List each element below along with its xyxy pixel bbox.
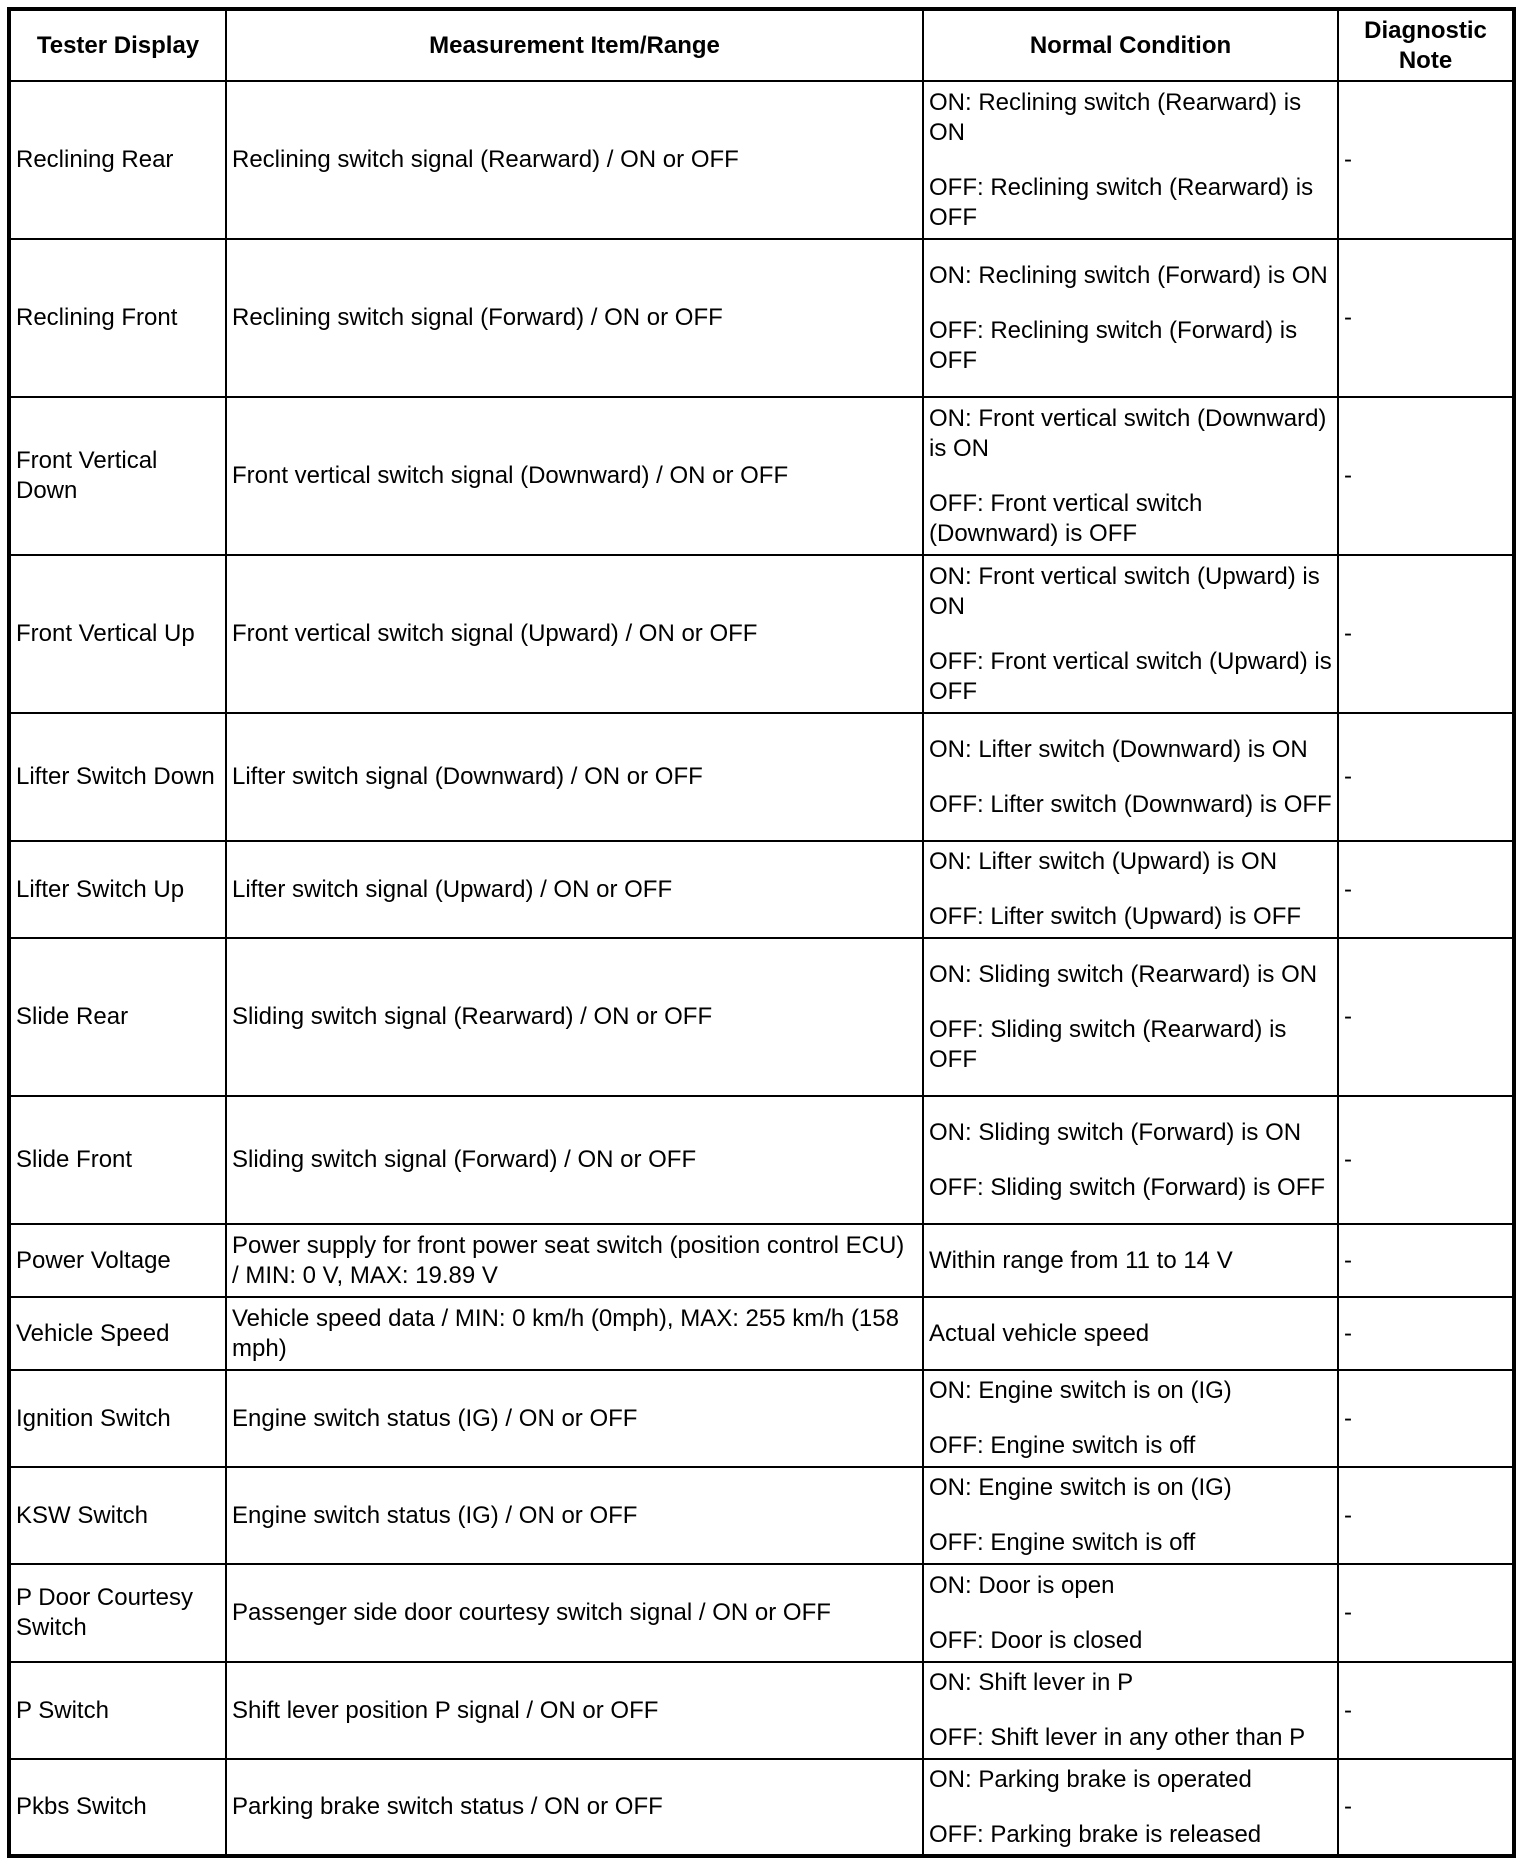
normal-condition-cell [923,1759,1338,1856]
normal-condition-cell [923,713,1338,841]
measurement-cell: Engine switch status (IG) / ON or OFF [226,1370,923,1467]
condition-on-text: ON: Front vertical switch (Downward) is ON [929,404,1327,462]
normal-condition-cell [923,938,1338,1096]
tester-display-cell: Reclining Rear [9,81,226,239]
normal-condition-cell [923,841,1338,938]
condition-off-text: OFF: Front vertical switch (Downward) is OFF [929,489,1203,547]
normal-condition-cell [923,397,1338,555]
condition-on-text: ON: Parking brake is operated [929,1765,1252,1793]
measurement-cell: Shift lever position P signal / ON or OFF [226,1662,923,1759]
tester-display-cell: Reclining Front [9,239,226,397]
table-row [9,1096,1514,1224]
measurement-cell: Lifter switch signal (Upward) / ON or OFF [226,841,923,938]
data-list-table [7,7,1516,1858]
normal-condition-cell [923,1467,1338,1564]
measurement-cell: Sliding switch signal (Rearward) / ON or OFF [226,938,923,1096]
header-normal-condition: Normal Condition [923,9,1338,81]
header-diagnostic-note: Diagnostic Note [1338,9,1514,81]
diagnostic-note-cell: - [1338,938,1514,1096]
diagnostic-note-cell: - [1338,555,1514,713]
condition-off-text: OFF: Sliding switch (Forward) is OFF [929,1173,1326,1201]
table-row [9,239,1514,397]
table-row [9,938,1514,1096]
table-row [9,841,1514,938]
condition-on-text: ON: Reclining switch (Rearward) is ON [929,88,1302,146]
condition-on-text: ON: Front vertical switch (Upward) is ON [929,562,1320,620]
table-row [9,1759,1514,1856]
table-row [9,397,1514,555]
measurement-cell: Engine switch status (IG) / ON or OFF [226,1467,923,1564]
measurement-cell: Passenger side door courtesy switch signal / ON or OFF [226,1564,923,1662]
normal-condition-cell [923,81,1338,239]
table-row [9,1564,1514,1662]
measurement-cell: Power supply for front power seat switch (position control ECU) / MIN: 0 V, MAX: 19.89 V [226,1224,923,1297]
table-row [9,1662,1514,1759]
measurement-cell: Front vertical switch signal (Downward) / ON or OFF [226,397,923,555]
condition-off-text: OFF: Parking brake is released [929,1820,1262,1848]
normal-condition-cell: Within range from 11 to 14 V [923,1224,1338,1297]
condition-off-text: OFF: Reclining switch (Rearward) is OFF [929,173,1314,231]
tester-display-cell: Slide Front [9,1096,226,1224]
condition-on-text: ON: Sliding switch (Forward) is ON [929,1118,1302,1146]
condition-on-text: ON: Lifter switch (Downward) is ON [929,735,1308,763]
diagnostic-note-cell: - [1338,1467,1514,1564]
measurement-cell: Reclining switch signal (Forward) / ON or OFF [226,239,923,397]
condition-off-text: OFF: Lifter switch (Downward) is OFF [929,790,1332,818]
tester-display-cell: Lifter Switch Down [9,713,226,841]
tester-display-cell: Front Vertical Down [9,397,226,555]
condition-on-text: ON: Shift lever in P [929,1669,1134,1696]
normal-condition-cell [923,1370,1338,1467]
diagnostic-note-cell: - [1338,397,1514,555]
table-row [9,81,1514,239]
measurement-cell: Lifter switch signal (Downward) / ON or OFF [226,713,923,841]
tester-display-cell: Slide Rear [9,938,226,1096]
condition-on-text: ON: Sliding switch (Rearward) is ON [929,960,1318,988]
condition-off-text: OFF: Engine switch is off [929,1529,1196,1556]
normal-condition-cell [923,1662,1338,1759]
tester-display-cell: P Door Courtesy Switch [9,1564,226,1662]
tester-display-cell: Ignition Switch [9,1370,226,1467]
normal-condition-cell [923,239,1338,397]
diagnostic-note-cell: - [1338,1662,1514,1759]
table-row [9,1370,1514,1467]
measurement-cell: Parking brake switch status / ON or OFF [226,1759,923,1856]
condition-off-text: OFF: Front vertical switch (Upward) is OFF [929,647,1332,705]
diagnostic-note-cell: - [1338,1096,1514,1224]
tester-display-cell: Power Voltage [9,1224,226,1297]
normal-condition-cell [923,1096,1338,1224]
condition-on-text: ON: Engine switch is on (IG) [929,1377,1232,1404]
table-row [9,1224,1514,1297]
normal-condition-cell: Actual vehicle speed [923,1297,1338,1370]
tester-display-cell: Vehicle Speed [9,1297,226,1370]
tester-display-cell: P Switch [9,1662,226,1759]
tester-display-cell: KSW Switch [9,1467,226,1564]
measurement-cell: Front vertical switch signal (Upward) / ON or OFF [226,555,923,713]
condition-off-text: OFF: Door is closed [929,1626,1143,1654]
diagnostic-note-cell: - [1338,1564,1514,1662]
condition-off-text: OFF: Reclining switch (Forward) is OFF [929,316,1298,374]
table-row [9,1297,1514,1370]
diagnostic-note-cell: - [1338,1370,1514,1467]
diagnostic-note-cell: - [1338,1297,1514,1370]
normal-condition-cell [923,1564,1338,1662]
table-row [9,713,1514,841]
diagnostic-note-cell: - [1338,239,1514,397]
measurement-cell: Sliding switch signal (Forward) / ON or OFF [226,1096,923,1224]
header-row [9,9,1514,81]
header-tester-display: Tester Display [9,9,226,81]
diagnostic-note-cell: - [1338,1759,1514,1856]
condition-on-text: ON: Lifter switch (Upward) is ON [929,848,1278,875]
condition-off-text: OFF: Lifter switch (Upward) is OFF [929,903,1302,930]
tester-display-cell: Front Vertical Up [9,555,226,713]
normal-condition-cell [923,555,1338,713]
measurement-cell: Vehicle speed data / MIN: 0 km/h (0mph), MAX: 255 km/h (158 mph) [226,1297,923,1370]
diagnostic-note-cell: - [1338,713,1514,841]
condition-on-text: ON: Reclining switch (Forward) is ON [929,261,1328,289]
header-measurement: Measurement Item/Range [226,9,923,81]
table-row [9,1467,1514,1564]
diagnostic-note-cell: - [1338,81,1514,239]
condition-on-text: ON: Door is open [929,1571,1115,1599]
condition-off-text: OFF: Shift lever in any other than P [929,1724,1306,1751]
condition-off-text: OFF: Engine switch is off [929,1432,1196,1459]
condition-on-text: ON: Engine switch is on (IG) [929,1474,1232,1501]
tester-display-cell: Lifter Switch Up [9,841,226,938]
table-row [9,555,1514,713]
diagnostic-note-cell: - [1338,1224,1514,1297]
measurement-cell: Reclining switch signal (Rearward) / ON or OFF [226,81,923,239]
tester-display-cell: Pkbs Switch [9,1759,226,1856]
condition-off-text: OFF: Sliding switch (Rearward) is OFF [929,1015,1287,1073]
diagnostic-note-cell: - [1338,841,1514,938]
